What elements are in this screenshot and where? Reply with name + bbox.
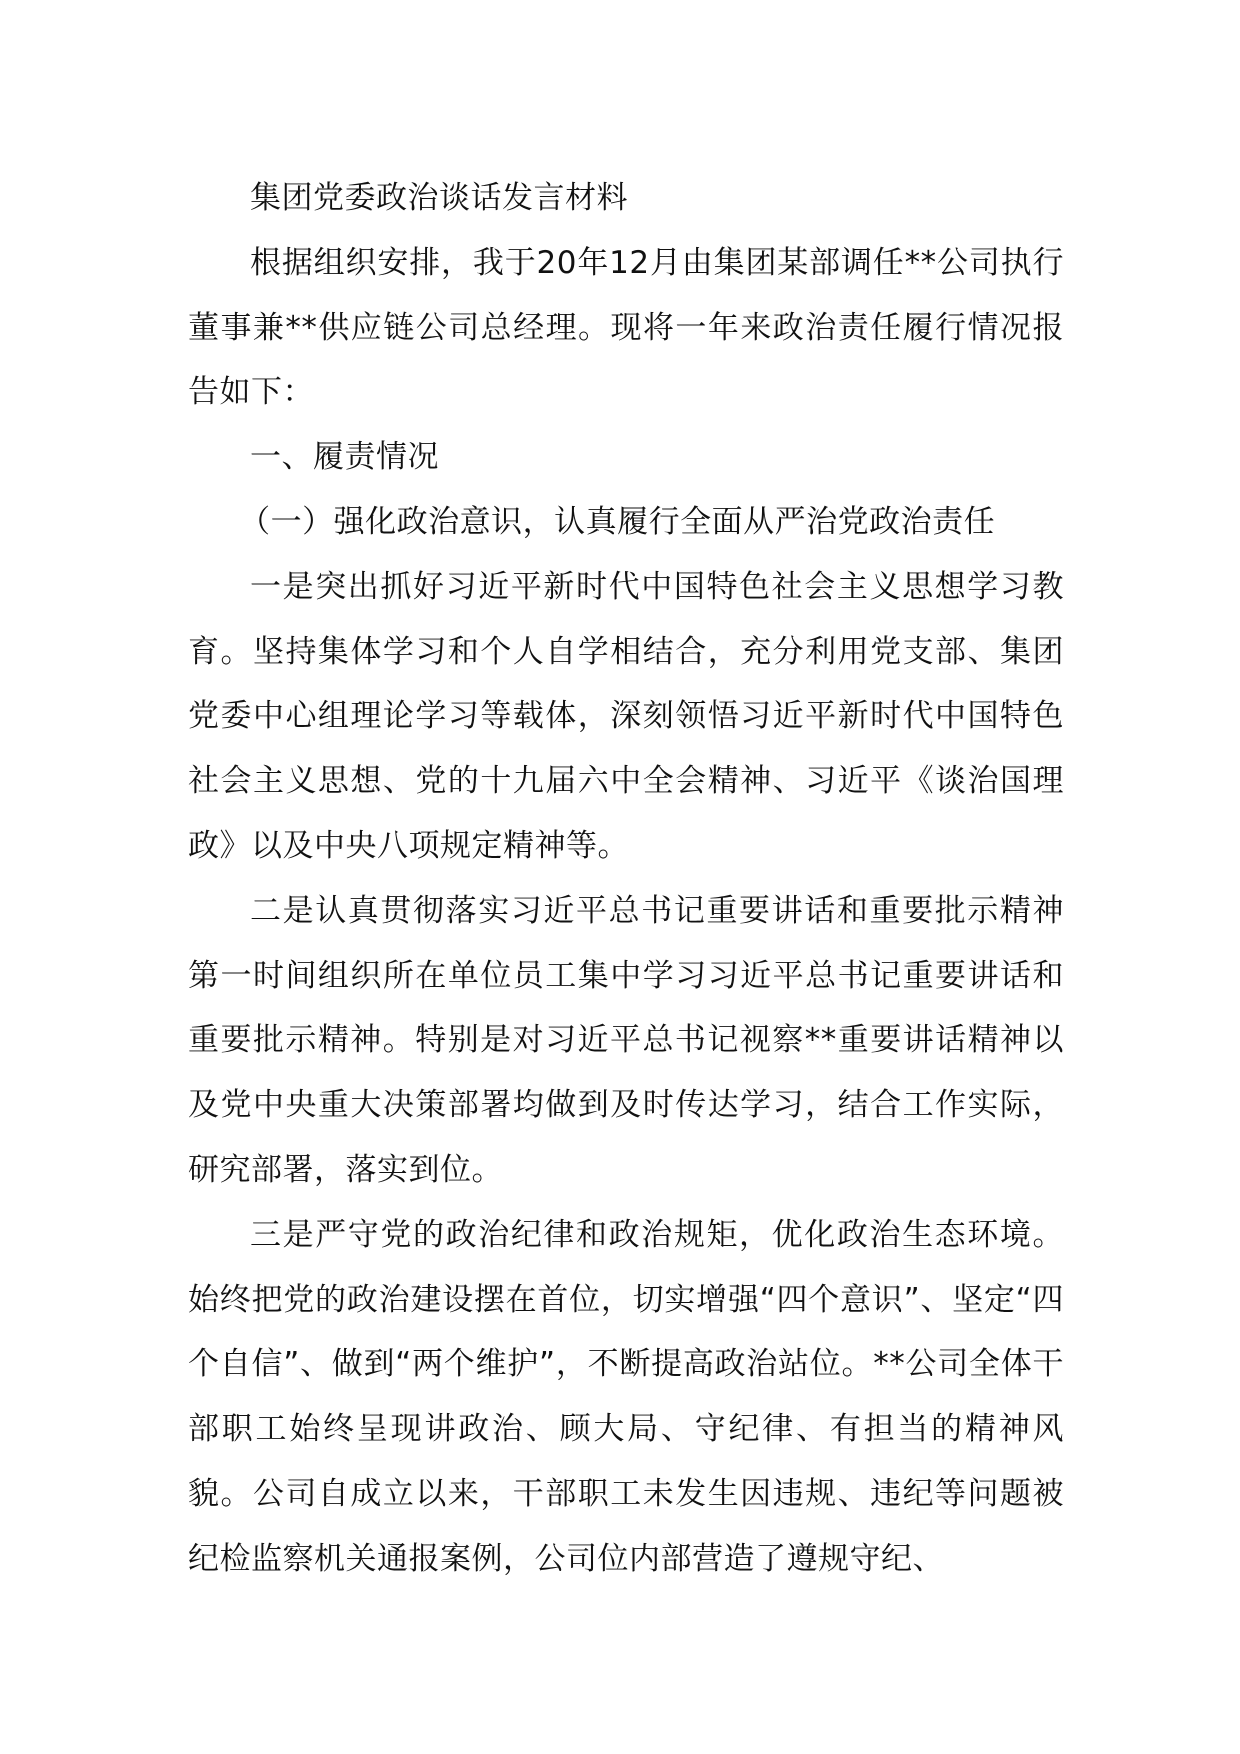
paragraph-point-two: 二是认真贯彻落实习近平总书记重要讲话和重要批示精神第一时间组织所在单位员工集中学习习近平总书记重要讲话和重要批示精神。特别是对习近平总书记视察**重要讲话精神以及党中央重大决策部署均做到及时传达学习，结合工作实际，研究部署，落实到位。 (188, 892, 1064, 1188)
section-heading: 一、履责情况 (250, 439, 439, 476)
paragraph-point-one: 一是突出抓好习近平新时代中国特色社会主义思想学习教育。坚持集体学习和个人自学相结合，充分利用党支部、集团党委中心组理论学习等载体，深刻领悟习近平新时代中国特色社会主义思想、党的十九届六中全会精神、习近平《谈治国理政》以及中央八项规定精神等。 (188, 568, 1064, 864)
document-title: 集团党委政治谈话发言材料 (250, 180, 628, 216)
paragraph-intro: 根据组织安排，我于20年12月由集团某部调任**公司执行董事兼**供应链公司总经理。现将一年来政治责任履行情况报告如下： (188, 244, 1064, 411)
paragraph-point-three: 三是严守党的政治纪律和政治规矩，优化政治生态环境。始终把党的政治建设摆在首位，切实增强“四个意识”、坚定“四个自信”、做到“两个维护”，不断提高政治站位。**公司全体干部职工始终呈现讲政治、顾大局、守纪律、有担当的精神风貌。公司自成立以来，干部职工未发生因违规、违纪等问题被纪检监察机关通报案例，公司位内部营造了遵规守纪、 (188, 1216, 1064, 1577)
document-body (188, 166, 1064, 1592)
subsection-heading: （一）强化政治意识，认真履行全面从严治党政治责任 (239, 503, 996, 540)
